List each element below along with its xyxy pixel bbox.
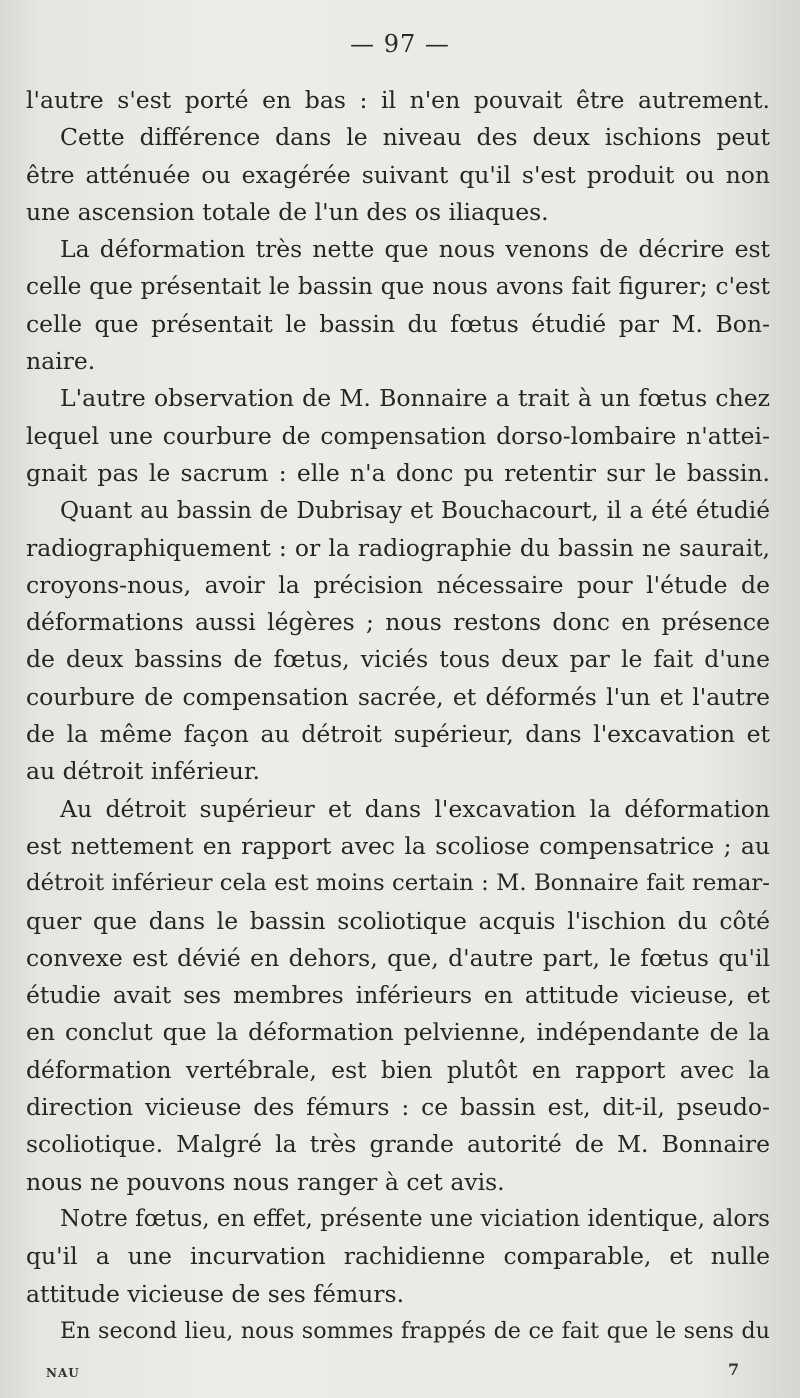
text-line: convexe est dévié en dehors, que, d'autre part, le fœtus qu'il	[26, 943, 770, 972]
text-line: courbure de compensation sacrée, et déformés l'un et l'autre	[26, 682, 770, 711]
text-line: La déformation très nette que nous venons de décrire est	[60, 235, 770, 264]
text-line: qu'il a une incurvation rachidienne comparable, et nulle	[26, 1242, 770, 1271]
body-text	[26, 82, 770, 1350]
text-line: direction vicieuse des fémurs : ce bassin est, dit-il, pseudo-	[26, 1093, 770, 1122]
text-line: Cette différence dans le niveau des deux ischions peut	[60, 123, 770, 152]
text-line: celle que présentait le bassin que nous avons fait figurer; c'est	[26, 273, 770, 301]
text-line: L'autre observation de M. Bonnaire a trait à un fœtus chez	[60, 384, 770, 413]
text-line: de la même façon au détroit supérieur, dans l'excavation et	[26, 720, 770, 749]
text-line: celle que présentait le bassin du fœtus étudié par M. Bon-	[26, 309, 770, 338]
text-line: au détroit inférieur.	[26, 757, 260, 786]
text-line: scoliotique. Malgré la très grande autorité de M. Bonnaire	[26, 1130, 770, 1159]
sheet-number: 7	[728, 1360, 740, 1379]
printer-signature: NAU	[46, 1366, 80, 1380]
text-line: est nettement en rapport avec la scoliose compensatrice ; au	[26, 831, 770, 860]
text-line: Quant au bassin de Dubrisay et Bouchacourt, il a été étudié	[60, 497, 770, 525]
text-line: déformation vertébrale, est bien plutôt en rapport avec la	[26, 1055, 770, 1084]
text-line: attitude vicieuse de ses fémurs.	[26, 1279, 405, 1308]
text-line: l'autre s'est porté en bas : il n'en pouvait être autrement.	[26, 86, 770, 114]
text-line: naire.	[26, 347, 96, 376]
text-line: de deux bassins de fœtus, viciés tous deux par le fait d'une	[26, 645, 770, 674]
text-line: lequel une courbure de compensation dorso-lombaire n'attei-	[26, 421, 770, 450]
text-line: radiographiquement : or la radiographie du bassin ne saurait,	[26, 533, 770, 562]
text-line: déformations aussi légères ; nous restons donc en présence	[26, 608, 770, 637]
text-line: détroit inférieur cela est moins certain : M. Bonnaire fait remar-	[26, 870, 770, 897]
page-number: — 97 —	[350, 30, 450, 58]
text-line: quer que dans le bassin scoliotique acquis l'ischion du côté	[26, 906, 770, 935]
text-line: Notre fœtus, en effet, présente une viciation identique, alors	[60, 1205, 770, 1232]
text-line: gnait pas le sacrum : elle n'a donc pu retentir sur le bassin.	[26, 458, 770, 487]
text-line: être atténuée ou exagérée suivant qu'il s'est produit ou non	[26, 160, 770, 189]
text-line: en conclut que la déformation pelvienne, indépendante de la	[26, 1018, 770, 1047]
text-line: une ascension totale de l'un des os iliaques.	[26, 197, 549, 226]
text-line: Au détroit supérieur et dans l'excavation la déformation	[60, 794, 770, 823]
text-line: étudie avait ses membres inférieurs en attitude vicieuse, et	[26, 981, 770, 1010]
text-line: En second lieu, nous sommes frappés de ce fait que le sens du	[60, 1317, 770, 1344]
text-line: croyons-nous, avoir la précision nécessaire pour l'étude de	[26, 570, 770, 599]
text-line: nous ne pouvons nous ranger à cet avis.	[26, 1167, 505, 1196]
